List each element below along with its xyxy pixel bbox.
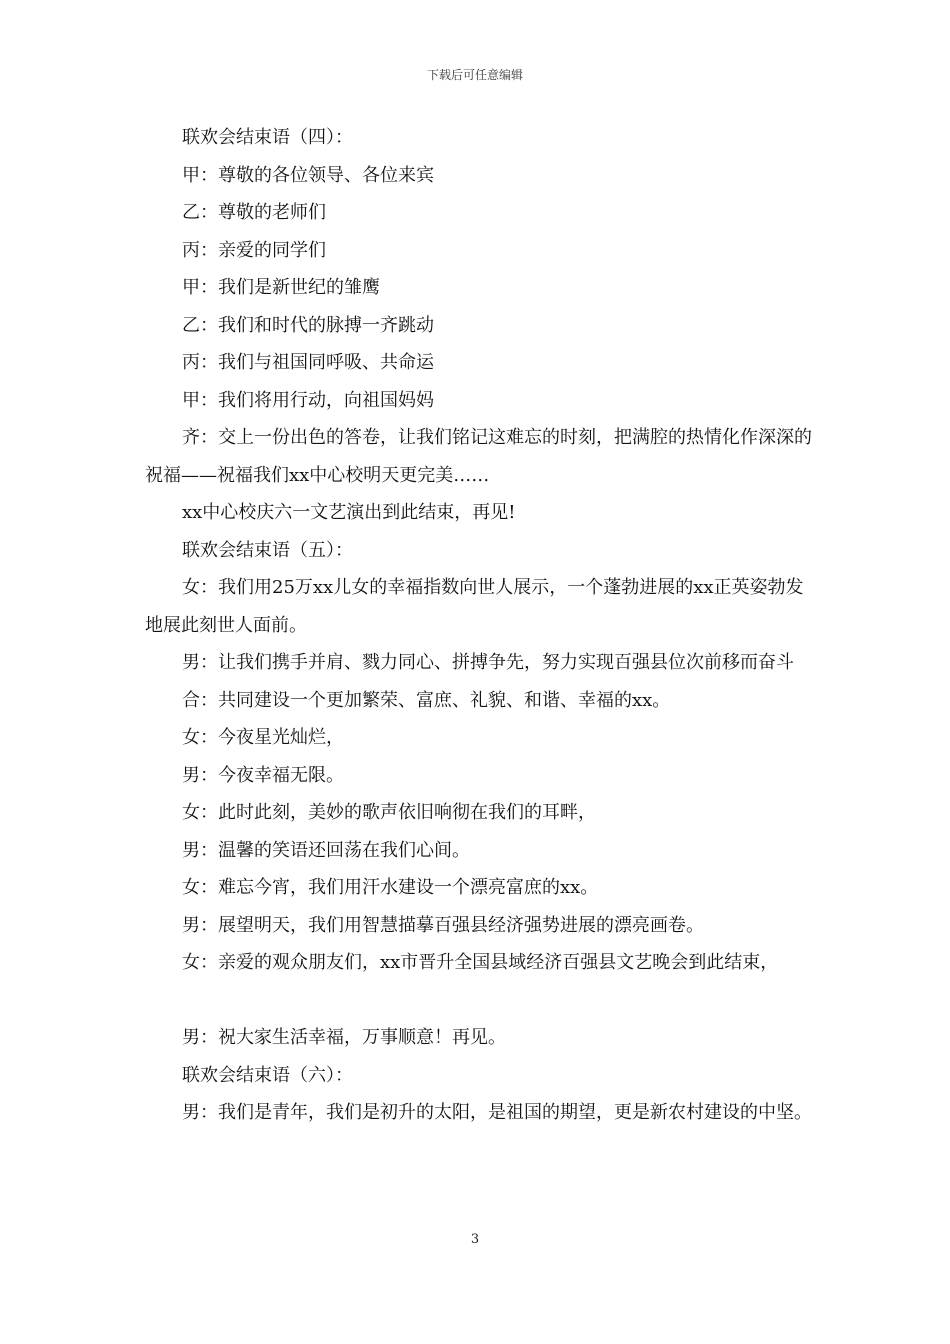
page-header: 下载后可任意编辑 [426, 68, 523, 82]
paragraph: 甲：尊敬的各位领导、各位来宾 [182, 164, 434, 186]
paragraph: 女：今夜星光灿烂， [182, 727, 344, 748]
paragraph: xx中心校庆六一文艺演出到此结束，再见! [182, 502, 516, 523]
paragraph: 男：温馨的笑语还回荡在我们心间。 [182, 839, 470, 861]
paragraph: 女：亲爱的观众朋友们，xx市晋升全国县域经济百强县文艺晚会到此结束， [182, 952, 779, 973]
paragraph: 男：我们是青年，我们是初升的太阳，是祖国的期望，更是新农村建设的中坚。 [182, 1102, 812, 1123]
paragraph: 丙：亲爱的同学们 [182, 239, 326, 261]
paragraph: 联欢会结束语（五）： [182, 539, 353, 561]
paragraph: 男：今夜幸福无限。 [182, 764, 344, 786]
paragraph: 丙：我们与祖国同呼吸、共命运 [182, 352, 434, 373]
paragraph: 女：难忘今宵，我们用汗水建设一个漂亮富庶的xx。 [182, 877, 599, 898]
blank-line [145, 982, 817, 1020]
paragraph: 乙：我们和时代的脉搏一齐跳动 [182, 314, 434, 336]
paragraph: 乙：尊敬的老师们 [182, 202, 326, 223]
document-body [145, 119, 817, 1132]
paragraph: 合：共同建设一个更加繁荣、富庶、礼貌、和谐、幸福的xx。 [182, 689, 671, 711]
page-number: 3 [470, 1232, 480, 1247]
paragraph: 男：展望明天，我们用智慧描摹百强县经济强势进展的漂亮画卷。 [182, 914, 704, 936]
paragraph: 女：此时此刻，美妙的歌声依旧响彻在我们的耳畔， [182, 802, 596, 823]
paragraph: 甲：我们是新世纪的雏鹰 [182, 277, 380, 298]
paragraph: 男：让我们携手并肩、戮力同心、拼搏争先，努力实现百强县位次前移而奋斗 [182, 652, 794, 673]
paragraph: 齐：交上一份出色的答卷，让我们铭记这难忘的时刻，把满腔的热情化作深深的祝福——祝福我们xx中心校明天更完美…… [145, 427, 812, 486]
paragraph: 男：祝大家生活幸福，万事顺意！再见。 [182, 1027, 506, 1048]
paragraph: 联欢会结束语（六）： [182, 1064, 353, 1086]
paragraph: 联欢会结束语（四）： [182, 127, 353, 148]
paragraph: 女：我们用25万xx儿女的幸福指数向世人展示，一个蓬勃进展的xx正英姿勃发地展此刻世人面前。 [145, 577, 804, 636]
paragraph: 甲：我们将用行动，向祖国妈妈 [182, 389, 434, 411]
